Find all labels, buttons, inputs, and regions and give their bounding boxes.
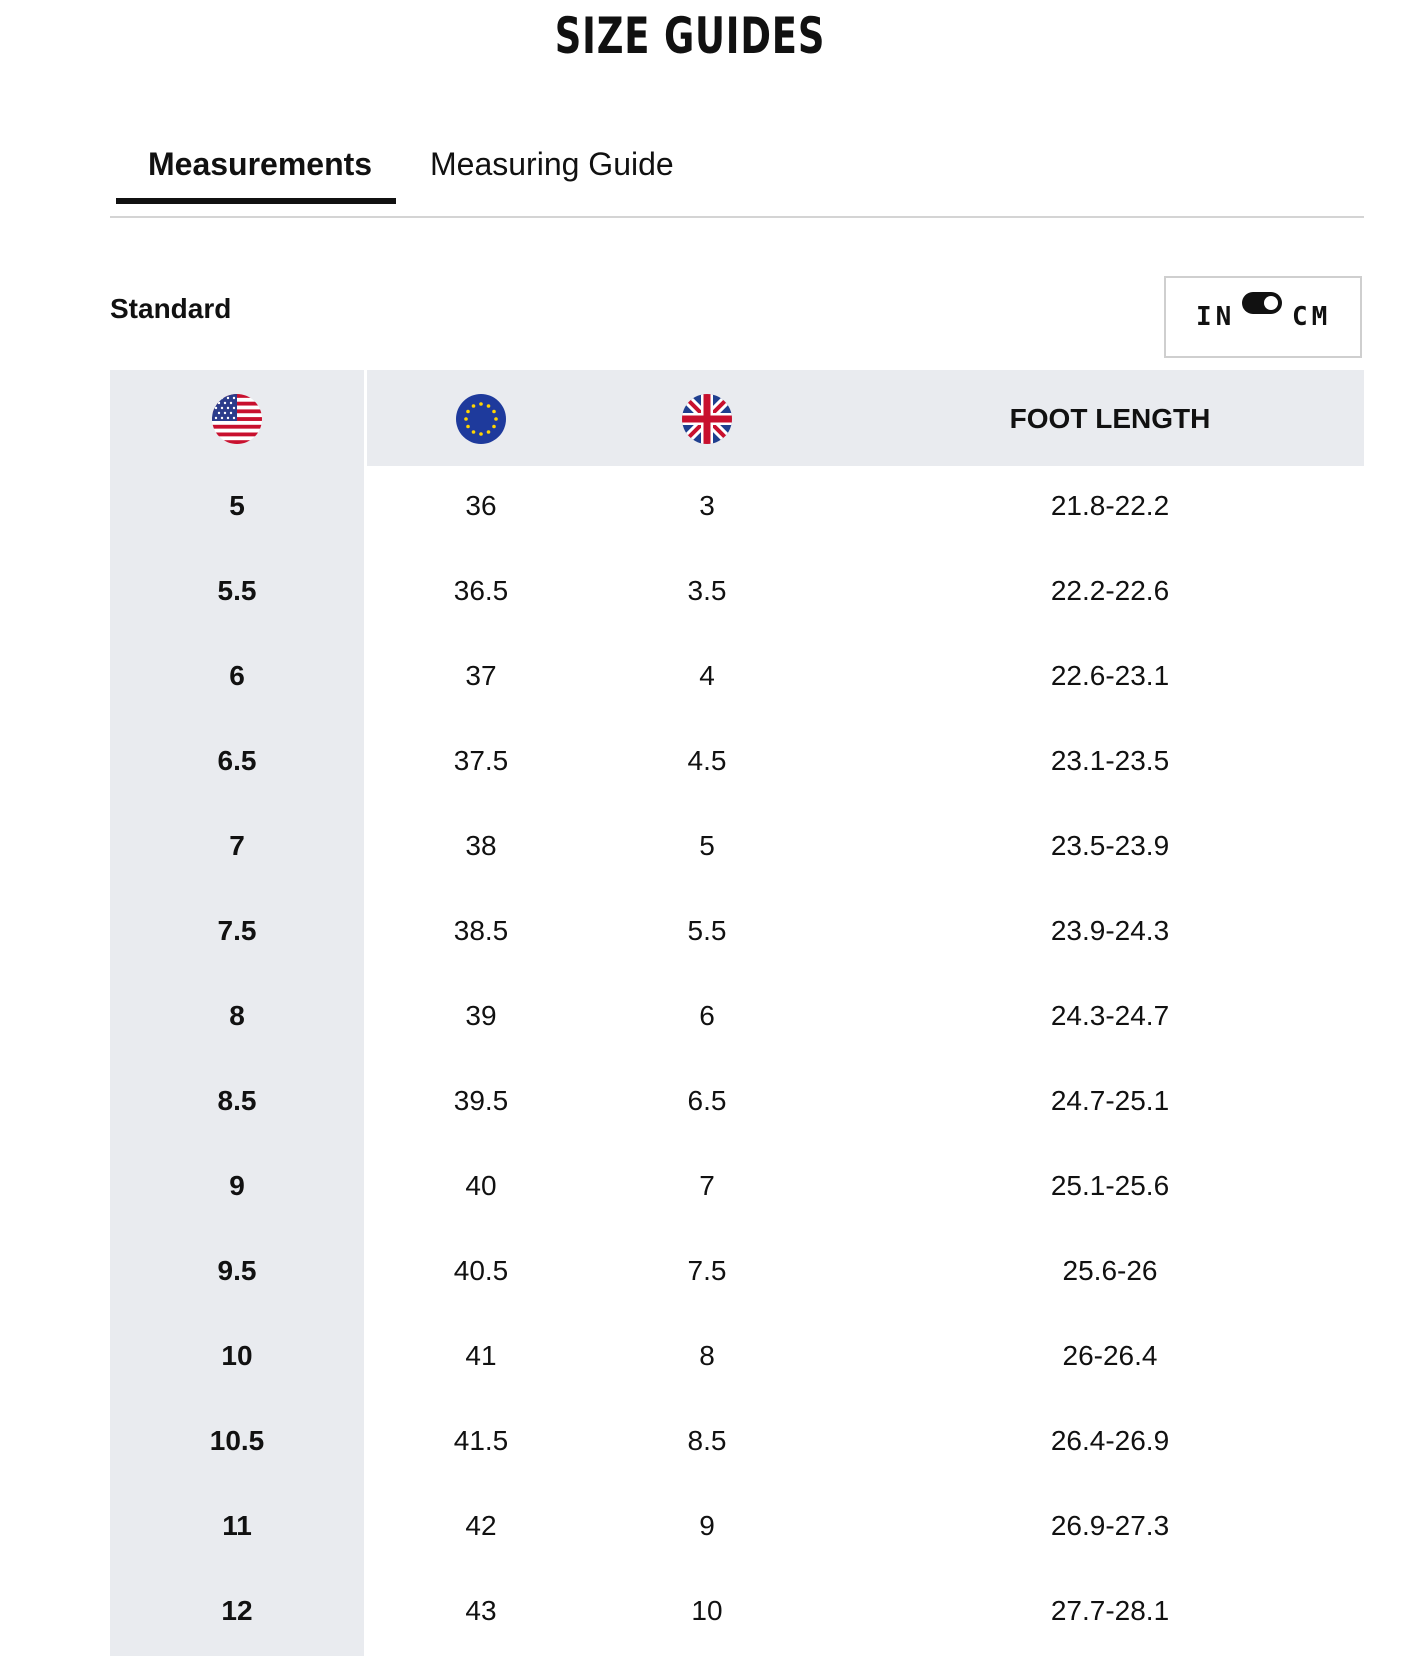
table-row	[110, 1316, 1364, 1401]
us-size-cell: 7	[229, 830, 245, 861]
us-size-cell: 5	[229, 490, 245, 521]
uk-size-cell: 4	[699, 660, 715, 691]
table-row	[110, 466, 1364, 551]
table-row	[110, 1231, 1364, 1316]
us-size-cell: 5.5	[217, 575, 257, 606]
foot-length-cell: 23.9-24.3	[1050, 915, 1170, 946]
eu-size-cell: 38	[465, 830, 497, 861]
table-row	[110, 721, 1364, 806]
eu-size-cell: 36	[465, 490, 497, 521]
eu-size-cell: 39	[465, 1000, 497, 1031]
foot-length-cell: 26.4-26.9	[1050, 1425, 1170, 1456]
table-row	[110, 1486, 1364, 1571]
uk-size-cell: 7	[699, 1170, 715, 1201]
table-row	[110, 551, 1364, 636]
unit-switch[interactable]	[1242, 292, 1282, 314]
tab-measuring-guide[interactable]: Measuring Guide	[430, 146, 674, 182]
us-flag-icon	[212, 394, 262, 444]
us-size-cell: 10	[221, 1340, 253, 1371]
us-size-cell: 9	[229, 1170, 245, 1201]
us-size-cell: 12	[221, 1595, 253, 1626]
foot-length-header: FOOT LENGTH	[1009, 403, 1211, 434]
table-row	[110, 891, 1364, 976]
us-size-cell: 10.5	[209, 1425, 265, 1456]
table-row	[110, 976, 1364, 1061]
uk-size-cell: 6	[699, 1000, 715, 1031]
eu-size-cell: 39.5	[453, 1085, 509, 1116]
foot-length-cell: 23.1-23.5	[1050, 745, 1170, 776]
size-table	[110, 370, 1364, 1626]
table-row	[110, 1146, 1364, 1231]
eu-size-cell: 41	[465, 1340, 497, 1371]
foot-length-cell: 26.9-27.3	[1050, 1510, 1170, 1541]
eu-size-cell: 43	[465, 1595, 497, 1626]
foot-length-cell: 24.7-25.1	[1050, 1085, 1170, 1116]
foot-length-cell: 21.8-22.2	[1050, 490, 1170, 521]
uk-size-cell: 9	[699, 1510, 715, 1541]
uk-size-cell: 8.5	[687, 1425, 727, 1456]
unit-cm-label: CM	[1292, 302, 1332, 332]
foot-length-cell: 24.3-24.7	[1050, 1000, 1170, 1031]
tab-measurements[interactable]: Measurements	[148, 146, 373, 182]
eu-size-cell: 42	[465, 1510, 497, 1541]
uk-size-cell: 3.5	[687, 575, 727, 606]
page-title: SIZE GUIDES	[554, 7, 826, 65]
table-row	[110, 1061, 1364, 1146]
us-size-cell: 6	[229, 660, 245, 691]
us-size-cell: 8.5	[217, 1085, 257, 1116]
table-body	[110, 466, 1364, 1656]
table-row	[110, 636, 1364, 721]
eu-size-cell: 37	[465, 660, 497, 691]
uk-size-cell: 8	[699, 1340, 715, 1371]
us-size-cell: 8	[229, 1000, 245, 1031]
eu-size-cell: 40.5	[453, 1255, 509, 1286]
uk-flag-icon	[682, 394, 732, 444]
uk-size-cell: 10	[691, 1595, 723, 1626]
eu-size-cell: 40	[465, 1170, 497, 1201]
eu-flag-icon	[456, 394, 506, 444]
switch-knob	[1264, 296, 1278, 310]
us-size-cell: 9.5	[217, 1255, 257, 1286]
foot-length-cell: 27.7-28.1	[1050, 1595, 1170, 1626]
section-label: Standard	[110, 293, 232, 324]
foot-length-cell: 26-26.4	[1062, 1340, 1158, 1371]
eu-size-cell: 37.5	[453, 745, 509, 776]
uk-size-cell: 6.5	[687, 1085, 727, 1116]
foot-length-cell: 22.2-22.6	[1050, 575, 1170, 606]
eu-size-cell: 41.5	[453, 1425, 509, 1456]
table-header	[110, 370, 1364, 466]
uk-size-cell: 7.5	[687, 1255, 727, 1286]
us-size-cell: 7.5	[217, 915, 257, 946]
us-size-cell: 6.5	[217, 745, 257, 776]
foot-length-cell: 22.6-23.1	[1050, 660, 1170, 691]
uk-size-cell: 5.5	[687, 915, 727, 946]
foot-length-cell: 25.1-25.6	[1050, 1170, 1170, 1201]
unit-toggle[interactable]	[1164, 276, 1362, 358]
uk-size-cell: 4.5	[687, 745, 727, 776]
table-row	[110, 806, 1364, 891]
foot-length-cell: 23.5-23.9	[1050, 830, 1170, 861]
active-tab-indicator	[116, 198, 396, 204]
tab-bar	[110, 126, 1364, 218]
unit-in-label: IN	[1196, 302, 1236, 332]
us-size-cell: 11	[222, 1510, 252, 1541]
table-row	[110, 1571, 1364, 1656]
foot-length-cell: 25.6-26	[1062, 1255, 1158, 1286]
eu-size-cell: 36.5	[453, 575, 509, 606]
header-divider	[364, 370, 367, 466]
uk-size-cell: 3	[699, 490, 715, 521]
table-row	[110, 1401, 1364, 1486]
eu-size-cell: 38.5	[453, 915, 509, 946]
uk-size-cell: 5	[699, 830, 715, 861]
